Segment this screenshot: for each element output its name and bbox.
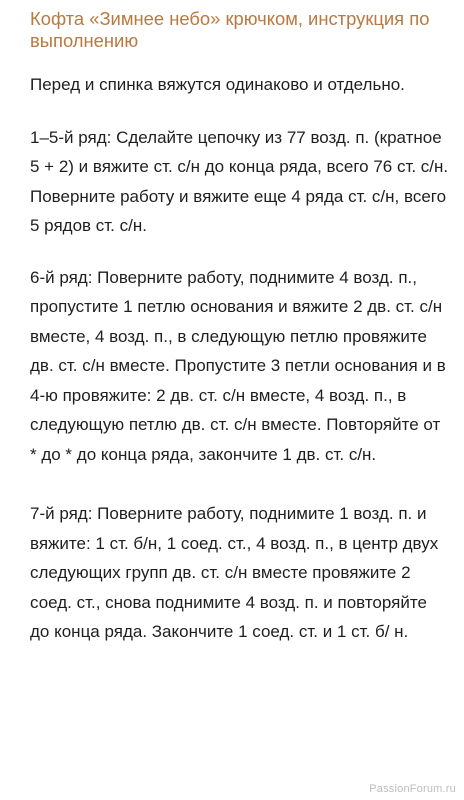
paragraph-row-6: 6-й ряд: Поверните работу, поднимите 4 возд. п., пропустите 1 петлю основания и вяжите 2 дв. ст. с/н вместе, 4 возд. п., в следующую петлю провяжите дв. ст. с/н вместе. Пропустите 3 петли основания и в 4-ю провяжите: 2 дв. ст. с/н вместе, 4 возд. п., в следующую петлю дв. ст. с/н вместе. Повторяйте от * до * до конца ряда, закончите 1 дв. ст. с/н. xyxy=(30,267,446,464)
article-title: Кофта «Зимнее небо» крючком, инструкция по выполнению xyxy=(30,8,430,51)
paragraph-rows-1-5: 1–5-й ряд: Сделайте цепочку из 77 возд. п. (кратное 5 + 2) и вяжите ст. с/н до конца ряда, всего 76 ст. с/н. Поверните работу и вяжите еще 4 ряда ст. с/н, всего 5 рядов ст. с/н. xyxy=(30,127,449,235)
paragraph-row-7: 7-й ряд: Поверните работу, поднимите 1 возд. п. и вяжите: 1 ст. б/н, 1 соед. ст., 4 возд. п., в центр двух следующих групп дв. ст. с/н вместе провяжите 2 соед. ст., снова поднимите 4 возд. п. и повторяйте до конца ряда. Закончите 1 соед. ст. и 1 ст. б/ н. xyxy=(30,504,439,641)
site-watermark: PassionForum.ru xyxy=(369,783,456,795)
article xyxy=(30,8,450,670)
paragraph-intro: Перед и спинка вяжутся одинаково и отдельно. xyxy=(30,75,405,94)
